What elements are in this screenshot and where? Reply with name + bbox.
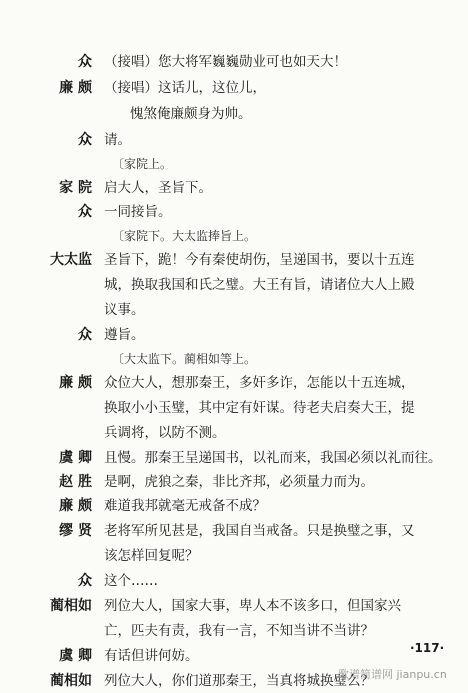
dialogue-text: 换取小小玉璧，其中定有奸谋。待老夫启奏大王，提 bbox=[104, 400, 415, 416]
script-line bbox=[0, 544, 468, 568]
speaker-name: 虞 卿 bbox=[59, 450, 92, 466]
speaker-name: 蔺相如 bbox=[50, 598, 92, 614]
dialogue-text: 老将军所见甚是，我国自当戒备。只是换璧之事，又 bbox=[104, 523, 415, 539]
script-line bbox=[0, 347, 468, 371]
script-line bbox=[0, 152, 468, 176]
stage-direction: 〔大太监下。蔺相如等上。 bbox=[112, 352, 257, 366]
watermark: 歌谱简谱网 jianpu.cn bbox=[338, 668, 447, 681]
dialogue-text: （接唱）这话儿，这位儿， bbox=[104, 80, 266, 96]
script-line bbox=[0, 128, 468, 152]
speaker-name: 赵 胜 bbox=[59, 474, 92, 490]
script-line bbox=[0, 494, 468, 518]
speaker-name: 廉 颇 bbox=[59, 498, 92, 514]
script-line bbox=[0, 446, 468, 470]
speaker-name: 众 bbox=[78, 573, 92, 589]
dialogue-text: 启大人，圣旨下。 bbox=[104, 180, 212, 196]
script-line bbox=[0, 644, 468, 668]
script-line bbox=[0, 396, 468, 420]
page-number: ·117· bbox=[410, 641, 445, 655]
script-line bbox=[0, 50, 468, 74]
script-line bbox=[0, 102, 468, 126]
script-line bbox=[0, 421, 468, 445]
dialogue-text: 城，换取我国和氏之璧。大王有旨，请诸位大人上殿 bbox=[104, 277, 415, 293]
speaker-name: 家 院 bbox=[59, 180, 92, 196]
script-line bbox=[0, 519, 468, 543]
script-line bbox=[0, 273, 468, 297]
dialogue-text: 且慢。那秦王呈递国书，以礼而来，我国必须以礼而往。 bbox=[104, 450, 442, 466]
script-line bbox=[0, 248, 468, 272]
script-line bbox=[0, 200, 468, 224]
dialogue-text: （接唱）您大将军巍巍勋业可也如天大！ bbox=[104, 54, 347, 70]
dialogue-text: 难道我邦就毫无戒备不成？ bbox=[104, 498, 266, 514]
script-line bbox=[0, 176, 468, 200]
dialogue-text: 是啊，虎狼之秦，非比齐邦，必须量力而为。 bbox=[104, 474, 374, 490]
script-line bbox=[0, 619, 468, 643]
speaker-name: 廉 颇 bbox=[59, 80, 92, 96]
speaker-name: 缪 贤 bbox=[59, 523, 92, 539]
dialogue-text: 列位大人，你们道那秦王，当真将城换璧么？ bbox=[104, 673, 374, 689]
dialogue-text: 遵旨。 bbox=[104, 327, 145, 343]
dialogue-text: 列位大人，国家大事，卑人本不该多口，但国家兴 bbox=[104, 598, 401, 614]
script-line bbox=[0, 569, 468, 593]
dialogue-text: 众位大人，想那秦王，多奸多诈，怎能以十五连城， bbox=[104, 375, 415, 391]
speaker-name: 众 bbox=[78, 132, 92, 148]
script-line bbox=[0, 298, 468, 322]
script-line bbox=[0, 323, 468, 347]
dialogue-text: 一同接旨。 bbox=[104, 204, 172, 220]
dialogue-text: 议事。 bbox=[104, 302, 145, 318]
dialogue-text: 请。 bbox=[104, 132, 131, 148]
speaker-name: 虞 卿 bbox=[59, 648, 92, 664]
dialogue-text: 这个…… bbox=[104, 573, 158, 589]
speaker-name: 众 bbox=[78, 54, 92, 70]
script-line bbox=[0, 594, 468, 618]
dialogue-text: 该怎样回复呢？ bbox=[104, 548, 199, 564]
speaker-name: 大太监 bbox=[50, 252, 92, 268]
script-line bbox=[0, 470, 468, 494]
script-line bbox=[0, 76, 468, 100]
speaker-name: 廉 颇 bbox=[59, 375, 92, 391]
dialogue-text: 有话但讲何妨。 bbox=[104, 648, 199, 664]
script-line bbox=[0, 371, 468, 395]
dialogue-text: 兵调将，以防不测。 bbox=[104, 425, 226, 441]
speaker-name: 众 bbox=[78, 327, 92, 343]
stage-direction: 〔家院下。大太监捧旨上。 bbox=[112, 229, 257, 243]
speaker-name: 众 bbox=[78, 204, 92, 220]
dialogue-text: 愧煞俺廉颇身为帅。 bbox=[130, 106, 252, 122]
dialogue-text: 圣旨下，跪！今有秦使胡伤，呈递国书，要以十五连 bbox=[104, 252, 415, 268]
dialogue-text: 亡，匹夫有责，我有一言，不知当讲不当讲？ bbox=[104, 623, 374, 639]
speaker-name: 蔺相如 bbox=[50, 673, 92, 689]
script-line bbox=[0, 224, 468, 248]
stage-direction: 〔家院上。 bbox=[112, 157, 173, 171]
